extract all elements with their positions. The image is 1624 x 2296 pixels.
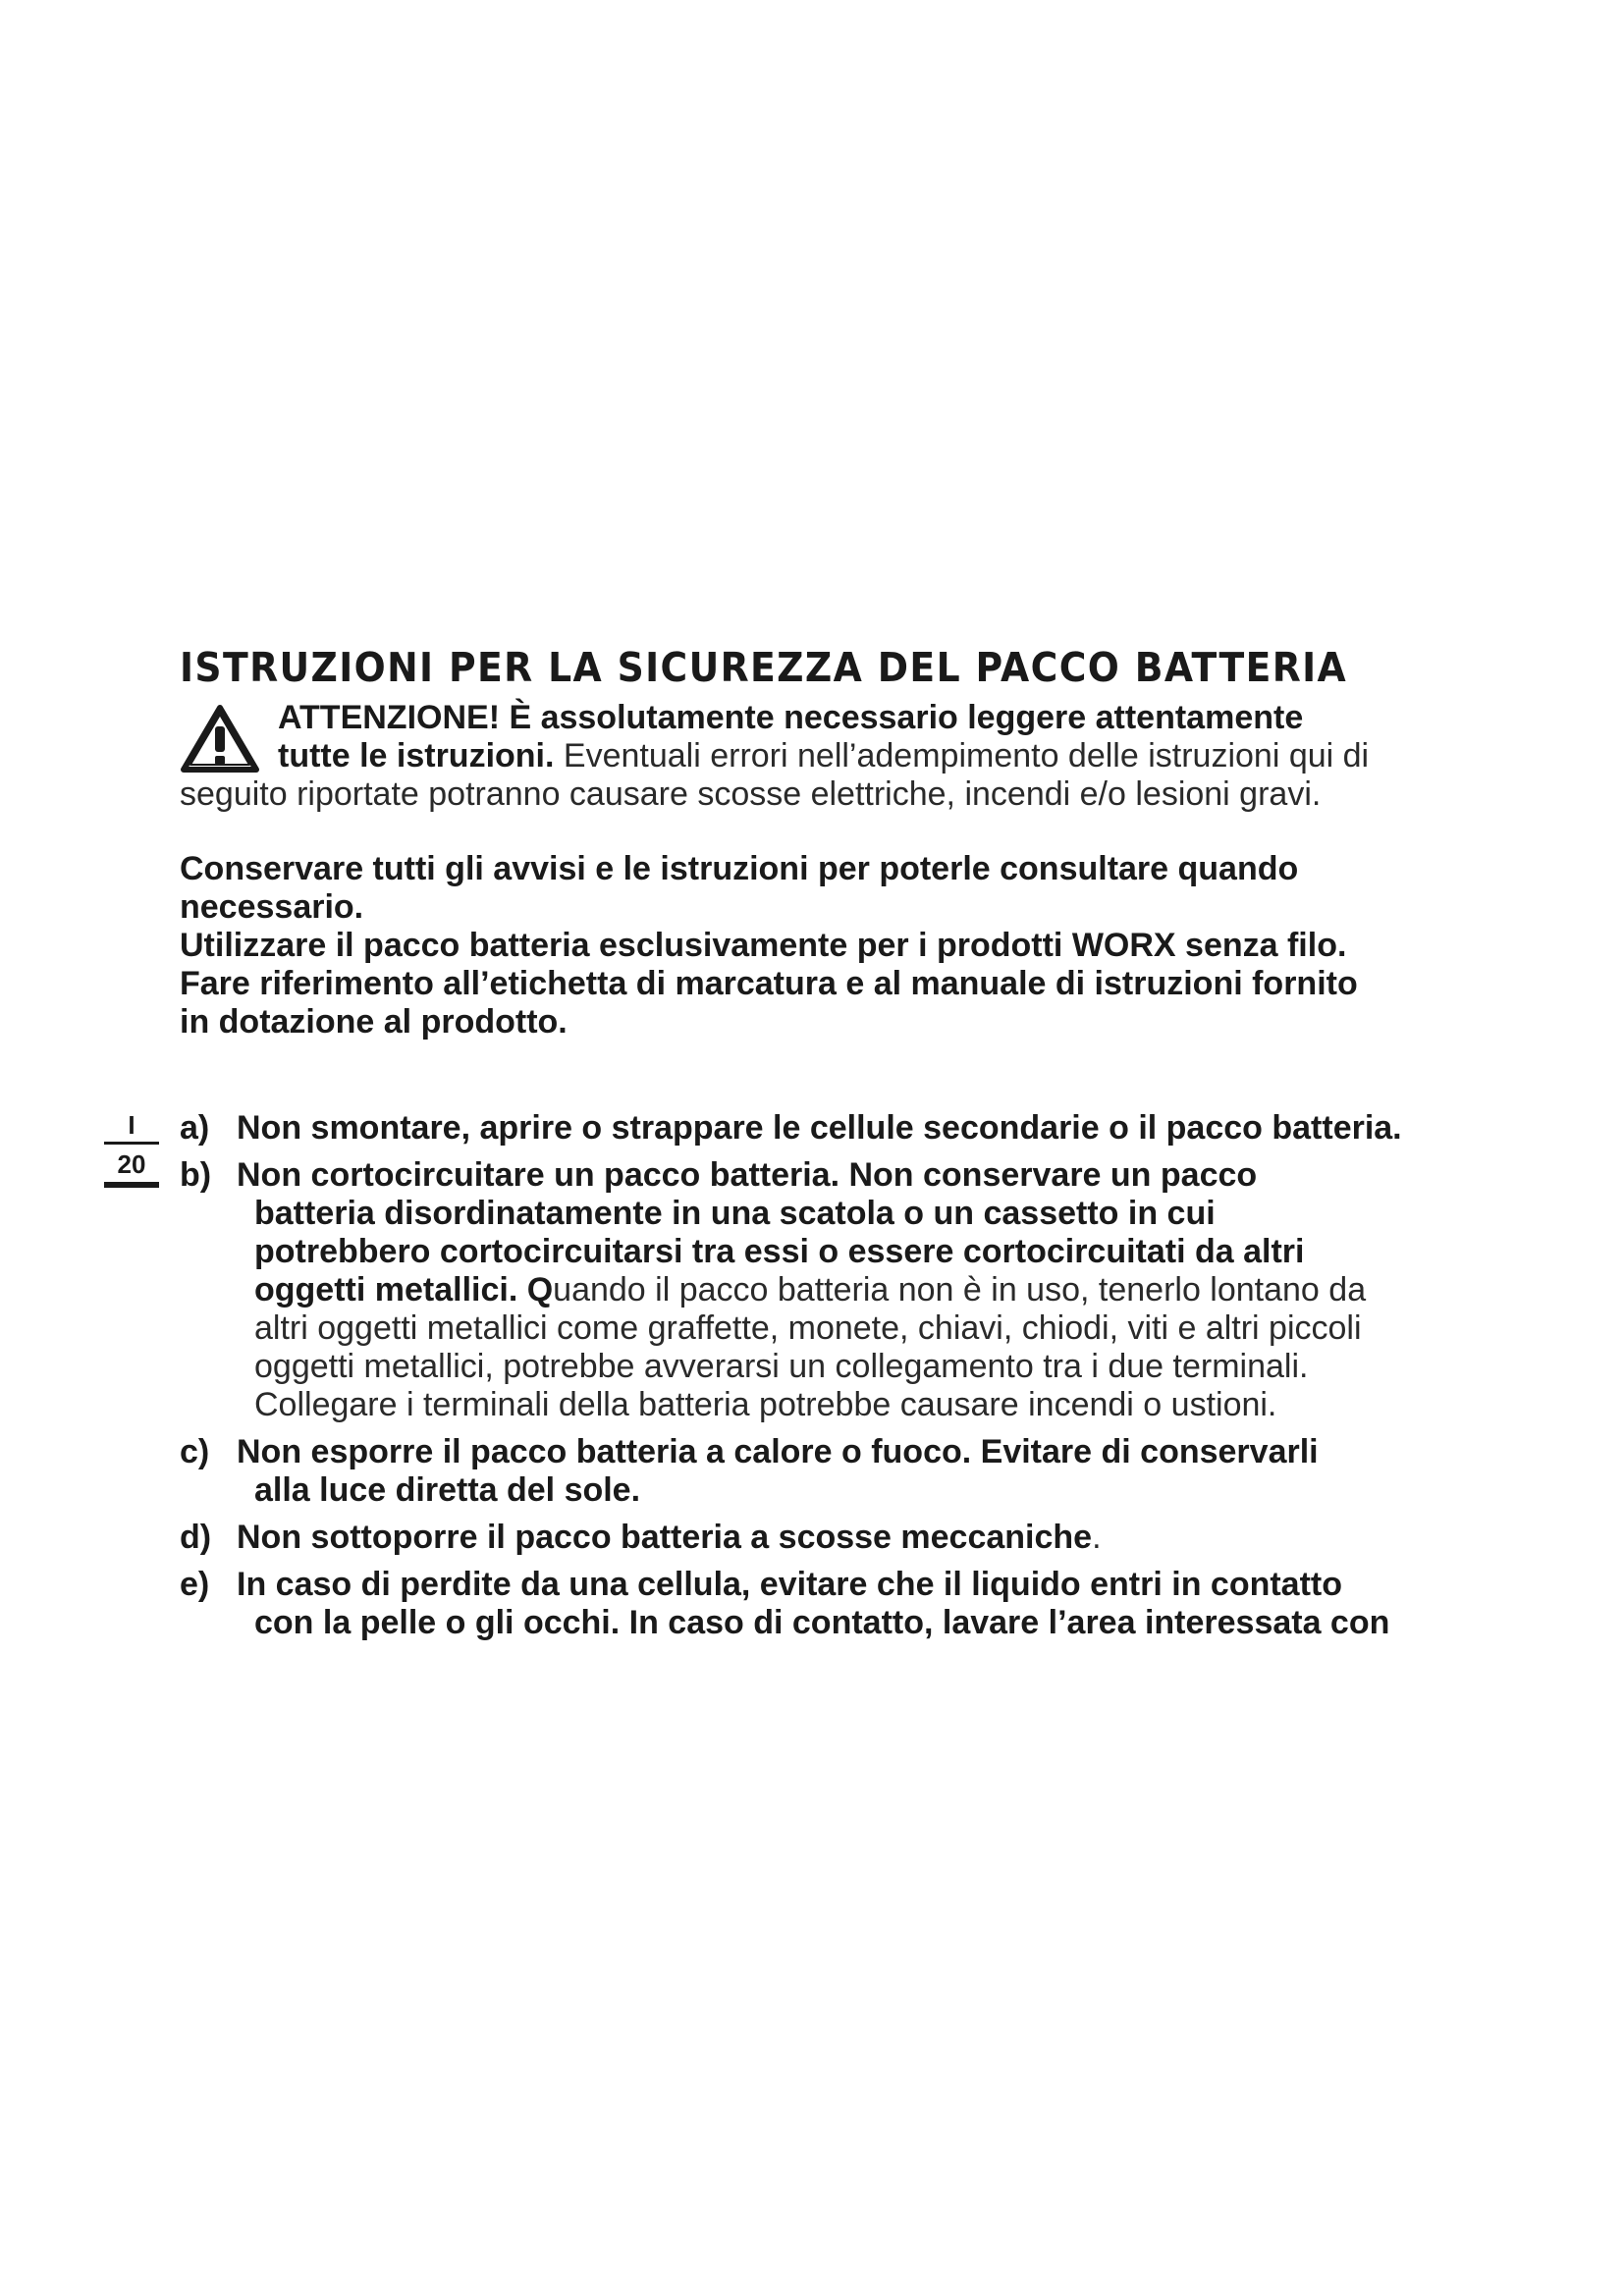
warning-block [180, 699, 1535, 814]
paragraph-line: Fare riferimento all’etichetta di marcatura e al manuale di istruzioni fornito [180, 965, 1358, 1002]
list-text: Non smontare, aprire o strappare le cellule secondarie o il pacco batteria. [237, 1109, 1402, 1147]
paragraph-line: in dotazione al prodotto. [180, 1003, 568, 1041]
list-marker: b) [180, 1156, 212, 1194]
list-text: In caso di perdite da una cellula, evitare che il liquido entri in contatto [237, 1566, 1343, 1603]
list-text: Non cortocircuitare un pacco batteria. Non conservare un pacco [237, 1156, 1258, 1194]
paragraph-line: necessario. [180, 888, 364, 926]
list-text: con la pelle o gli occhi. In caso di contatto, lavare l’area interessata con [254, 1604, 1390, 1641]
list-marker: c) [180, 1433, 210, 1470]
warning-emphasis: tutte le istruzioni. [278, 737, 555, 774]
language-letter: I [128, 1110, 135, 1140]
list-marker: a) [180, 1109, 210, 1147]
paragraph-line: Conservare tutti gli avvisi e le istruzioni per poterle consultare quando [180, 850, 1299, 887]
paragraph-line: Utilizzare il pacco batteria esclusivamente per i prodotti WORX senza filo. [180, 927, 1347, 964]
warning-text: Eventuali errori nell’adempimento delle istruzioni qui di [554, 737, 1370, 774]
list-text: Non esporre il pacco batteria a calore o fuoco. Evitare di conservarli [237, 1433, 1319, 1470]
list-text: oggetti metallici. [254, 1271, 518, 1308]
list-text: alla luce diretta del sole. [254, 1471, 641, 1509]
warning-line-1 [180, 699, 1535, 737]
list-text: uando il pacco batteria non è in uso, tenerlo lontano da [553, 1271, 1367, 1308]
page-title: ISTRUZIONI PER LA SICUREZZA DEL PACCO BATTERIA [180, 644, 1348, 691]
list-item-a [180, 1109, 1554, 1148]
page-number-tab [104, 1110, 159, 1188]
list-text: batteria disordinatamente in una scatola o un cassetto in cui [254, 1195, 1216, 1232]
list-marker: d) [180, 1519, 212, 1556]
list-item-b [180, 1156, 1554, 1424]
list-item-c [180, 1433, 1554, 1510]
paragraph-keep-instructions [180, 850, 1554, 1041]
list-text: Q [517, 1271, 554, 1308]
list-text: oggetti metallici, potrebbe avverarsi un collegamento tra i due terminali. [254, 1348, 1309, 1385]
list-item-d [180, 1519, 1554, 1557]
list-marker: e) [180, 1566, 210, 1603]
divider [104, 1142, 159, 1145]
page-number: 20 [117, 1149, 146, 1179]
warning-triangle-icon [180, 703, 260, 775]
list-text: altri oggetti metallici come graffette, monete, chiavi, chiodi, viti e altri piccoli [254, 1309, 1362, 1347]
list-text: Non sottoporre il pacco batteria a scosse meccaniche [237, 1519, 1093, 1556]
list-text: potrebbero cortocircuitarsi tra essi o essere cortocircuitati da altri [254, 1233, 1305, 1270]
safety-list [180, 1109, 1554, 1651]
warning-line-3 [180, 775, 1535, 814]
list-text: . [1092, 1519, 1102, 1556]
warning-heading: ATTENZIONE! È assolutamente necessario leggere attentamente [278, 699, 1304, 736]
warning-line-2 [180, 737, 1535, 775]
divider [104, 1182, 159, 1188]
list-text: Collegare i terminali della batteria potrebbe causare incendi o ustioni. [254, 1386, 1277, 1423]
list-item-e [180, 1566, 1554, 1642]
warning-text-cont: seguito riportate potranno causare scosse elettriche, incendi e/o lesioni gravi. [180, 775, 1322, 813]
